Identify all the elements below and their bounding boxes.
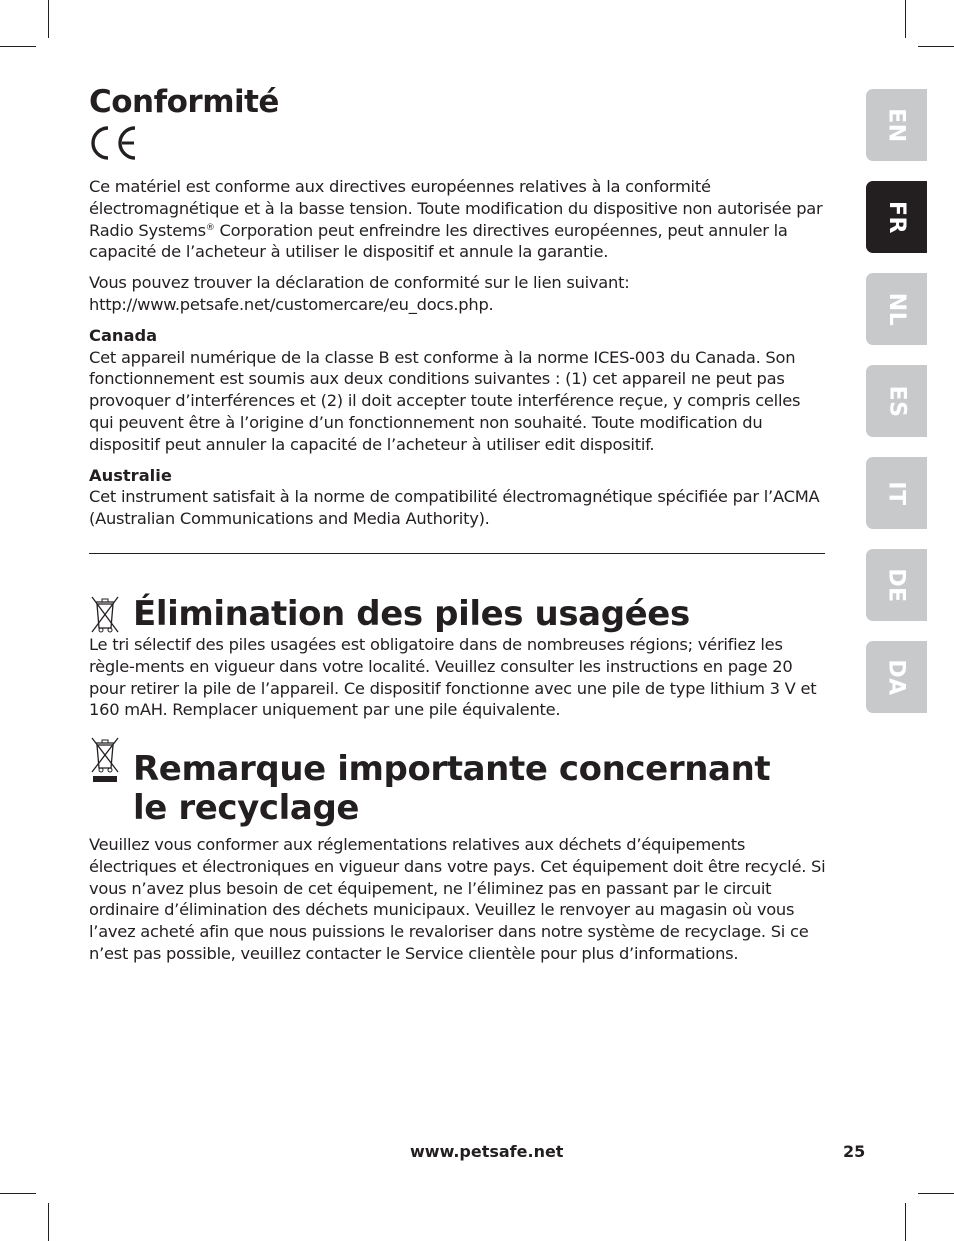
language-tab-da[interactable]: DA [866, 641, 927, 713]
footer-website: www.petsafe.net [410, 1142, 564, 1161]
crossed-bin-icon [89, 594, 121, 634]
conformite-section [89, 82, 829, 554]
recyclage-paragraph: Veuillez vous conformer aux réglementations relatives aux déchets d’équipements électriques et électroniques en vigueur dans votre pays. Cet équipement doit être recyclé. Si vous n’avez plus besoin de cet équipement, ne l’éliminez pas en passant par le circuit ordinaire d’élimination des déchets municipaux. Veuillez le renvoyer au magasin où vous l’avez acheté afin que nous puissions le revaloriser dans notre système de recyclage. Si ce n’est pas possible, veuillez contacter le Service clientèle pour plus d’informations. [89, 835, 826, 963]
elimination-paragraph: Le tri sélectif des piles usagées est obligatoire dans de nombreuses régions; vérifiez les règle-ments en vigueur dans votre localité. Veuillez consulter les instructions en page 20 pour retirer la pile de l’appareil. Ce dispositif fonctionne avec une pile de type lithium 3 V et 160 mAH. Remplacer uniquement par une pile équivalente. [89, 635, 817, 720]
australie-paragraph: Cet instrument satisfait à la norme de compatibilité électromagnétique spécifiée par l’ACMA (Australian Communications and Media Authority). [89, 487, 820, 529]
conformite-paragraph-2: Vous pouvez trouver la déclaration de conformité sur le lien suivant: http://www.petsafe.net/customercare/eu_docs.php. [89, 273, 630, 314]
crop-mark [918, 46, 954, 47]
conformite-paragraph-1: Ce matériel est conforme aux directives européennes relatives à la conformité électromagnétique et à la basse tension. Toute modification du dispositive non autorisée par Radio Systems® Corporation peut enfreindre les directives européennes, peut annuler la capacité de l’acheteur à utiliser le dispositif et annule la garantie. [89, 177, 823, 262]
elimination-title: Élimination des piles usagées [133, 594, 690, 634]
language-tab-de[interactable]: DE [866, 549, 927, 621]
weee-bin-icon [89, 735, 121, 783]
page-number: 25 [843, 1142, 866, 1161]
conformite-title: Conformité [89, 84, 279, 120]
elimination-section [89, 594, 831, 721]
crop-mark [0, 46, 36, 47]
crop-mark [48, 0, 49, 38]
language-tab-es[interactable]: ES [866, 365, 927, 437]
language-tab-nl[interactable]: NL [866, 273, 927, 345]
crop-mark [48, 1203, 49, 1241]
language-tab-it[interactable]: IT [866, 457, 927, 529]
ce-mark-icon [89, 124, 139, 162]
registered-mark: ® [205, 222, 215, 233]
canada-paragraph: Cet appareil numérique de la classe B est conforme à la norme ICES-003 du Canada. Son fonctionnement est soumis aux deux conditions suivantes : (1) cet appareil ne peut pas provoquer d’interférences et (2) il doit accepter toute interférence reçue, y compris celles qui peuvent être à l’origine d’un fonctionnement non souhaité. Toute modification du dispositif peut annuler la capacité de l’acheteur à utiliser edit dispositif. [89, 347, 801, 454]
crop-mark [918, 1193, 954, 1194]
australie-heading: Australie [89, 465, 172, 485]
language-tab-en[interactable]: EN [866, 89, 927, 161]
crop-mark [905, 1203, 906, 1241]
crop-mark [905, 0, 906, 38]
canada-heading: Canada [89, 325, 158, 345]
recyclage-section [89, 735, 831, 965]
crop-mark [0, 1193, 36, 1194]
section-divider [89, 553, 825, 554]
recyclage-title: Remarque importante concernant le recyclage [133, 749, 771, 828]
language-tab-fr[interactable]: FR [866, 181, 927, 253]
